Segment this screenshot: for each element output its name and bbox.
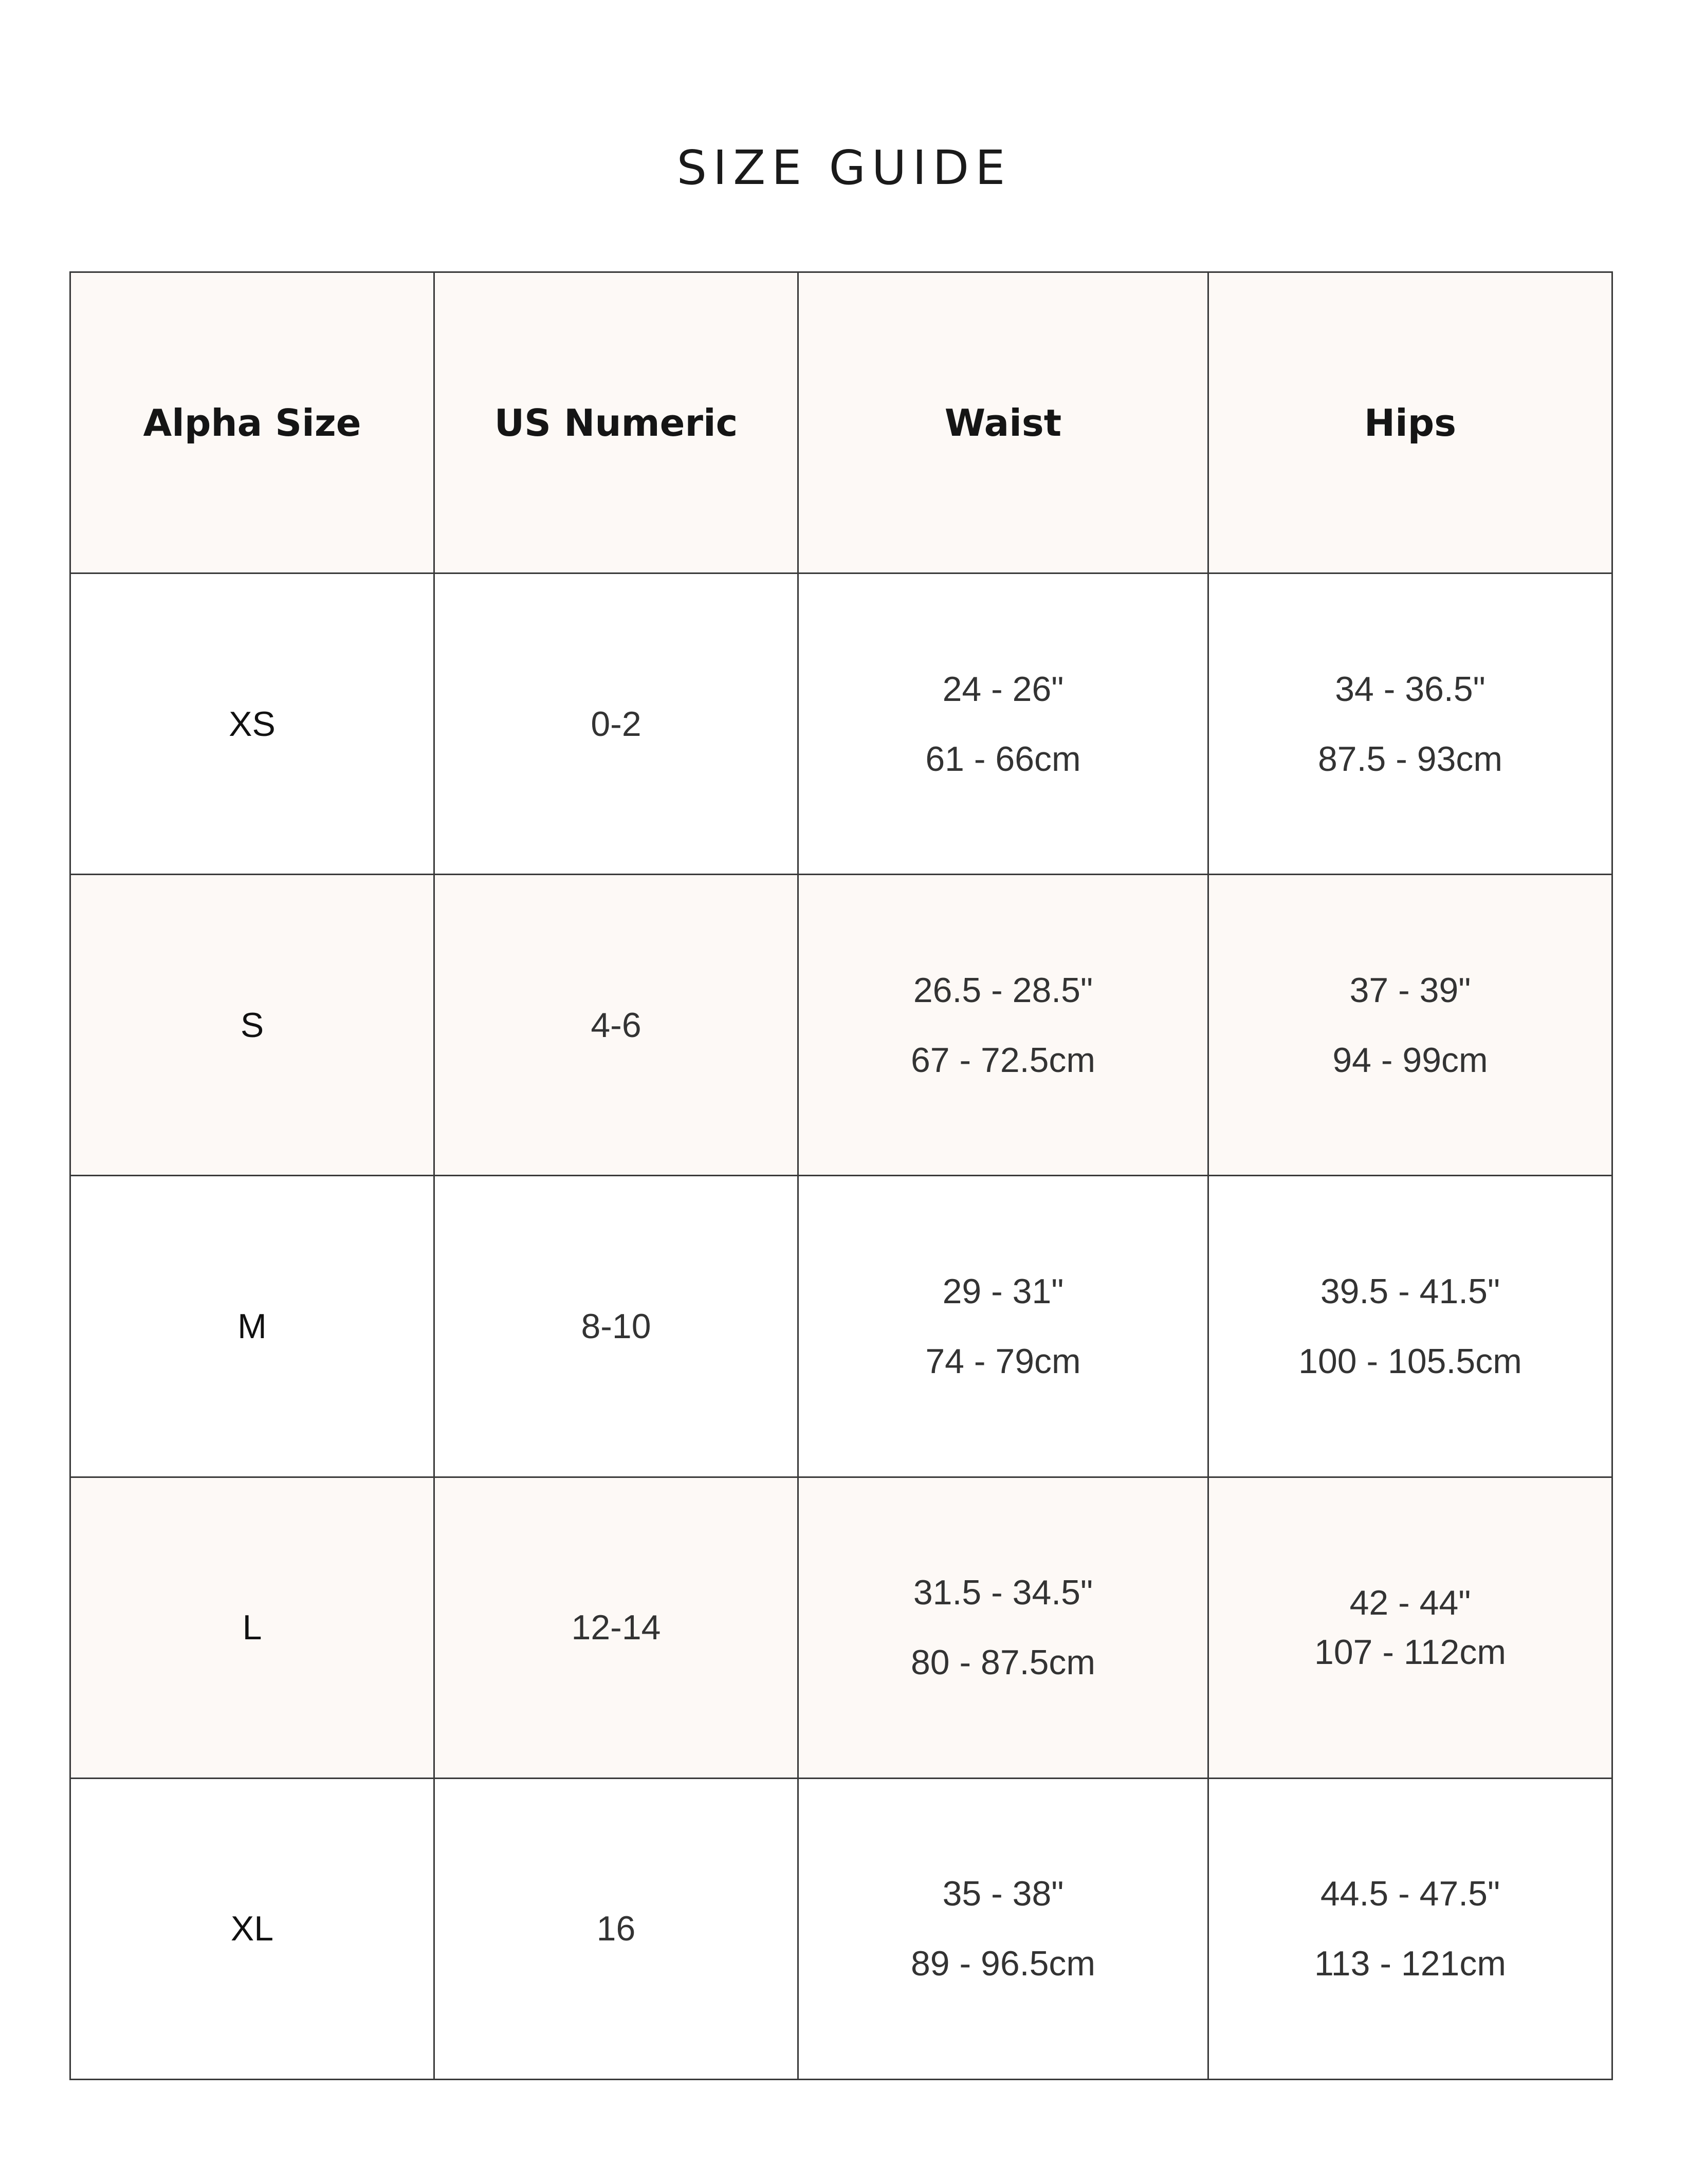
hips-cell: [1208, 1477, 1612, 1778]
hips-cell: [1208, 1176, 1612, 1477]
header-us-numeric: US Numeric: [434, 272, 798, 573]
waist-inches: 35 - 38": [942, 1874, 1064, 1914]
table-row: [70, 573, 1612, 875]
hips-inches: 37 - 39": [1349, 970, 1471, 1010]
hips-cell: [1208, 1778, 1612, 2079]
waist-cell: [798, 1176, 1208, 1477]
hips-cm: 107 - 112cm: [1314, 1633, 1506, 1672]
page-title: SIZE GUIDE: [676, 140, 1012, 195]
table-row: [70, 1778, 1612, 2079]
us-numeric-cell: 16: [434, 1778, 798, 2079]
waist-cm: 74 - 79cm: [925, 1342, 1081, 1381]
waist-cm: 80 - 87.5cm: [910, 1643, 1096, 1682]
hips-cm: 87.5 - 93cm: [1317, 739, 1503, 779]
us-numeric-cell: 4-6: [434, 875, 798, 1176]
hips-inches: 34 - 36.5": [1335, 669, 1485, 709]
hips-inches: 39.5 - 41.5": [1320, 1272, 1500, 1311]
table-header-row: [70, 272, 1612, 573]
hips-cm: 94 - 99cm: [1332, 1040, 1488, 1080]
waist-cm: 67 - 72.5cm: [910, 1040, 1096, 1080]
us-numeric-cell: 8-10: [434, 1176, 798, 1477]
waist-inches: 24 - 26": [942, 669, 1064, 709]
hips-cell: [1208, 573, 1612, 875]
size-guide-table: [69, 271, 1613, 2080]
table-row: [70, 1176, 1612, 1477]
hips-cm: 113 - 121cm: [1314, 1944, 1506, 1984]
waist-cell: [798, 1778, 1208, 2079]
hips-inches: 42 - 44": [1349, 1583, 1471, 1623]
hips-inches: 44.5 - 47.5": [1320, 1874, 1500, 1914]
waist-inches: 26.5 - 28.5": [913, 970, 1093, 1010]
waist-cell: [798, 875, 1208, 1176]
table-row: [70, 1477, 1612, 1778]
hips-cm: 100 - 105.5cm: [1298, 1342, 1522, 1381]
hips-cell: [1208, 875, 1612, 1176]
alpha-size-cell: L: [70, 1477, 434, 1778]
waist-cm: 61 - 66cm: [925, 739, 1081, 779]
us-numeric-cell: 12-14: [434, 1477, 798, 1778]
waist-inches: 29 - 31": [942, 1272, 1064, 1311]
waist-cell: [798, 1477, 1208, 1778]
alpha-size-cell: M: [70, 1176, 434, 1477]
waist-cm: 89 - 96.5cm: [910, 1944, 1096, 1984]
waist-cell: [798, 573, 1208, 875]
header-alpha-size: Alpha Size: [70, 272, 434, 573]
table-row: [70, 875, 1612, 1176]
alpha-size-cell: XS: [70, 573, 434, 875]
alpha-size-cell: S: [70, 875, 434, 1176]
header-waist: Waist: [798, 272, 1208, 573]
waist-inches: 31.5 - 34.5": [913, 1573, 1093, 1613]
alpha-size-cell: XL: [70, 1778, 434, 2079]
us-numeric-cell: 0-2: [434, 573, 798, 875]
header-hips: Hips: [1208, 272, 1612, 573]
